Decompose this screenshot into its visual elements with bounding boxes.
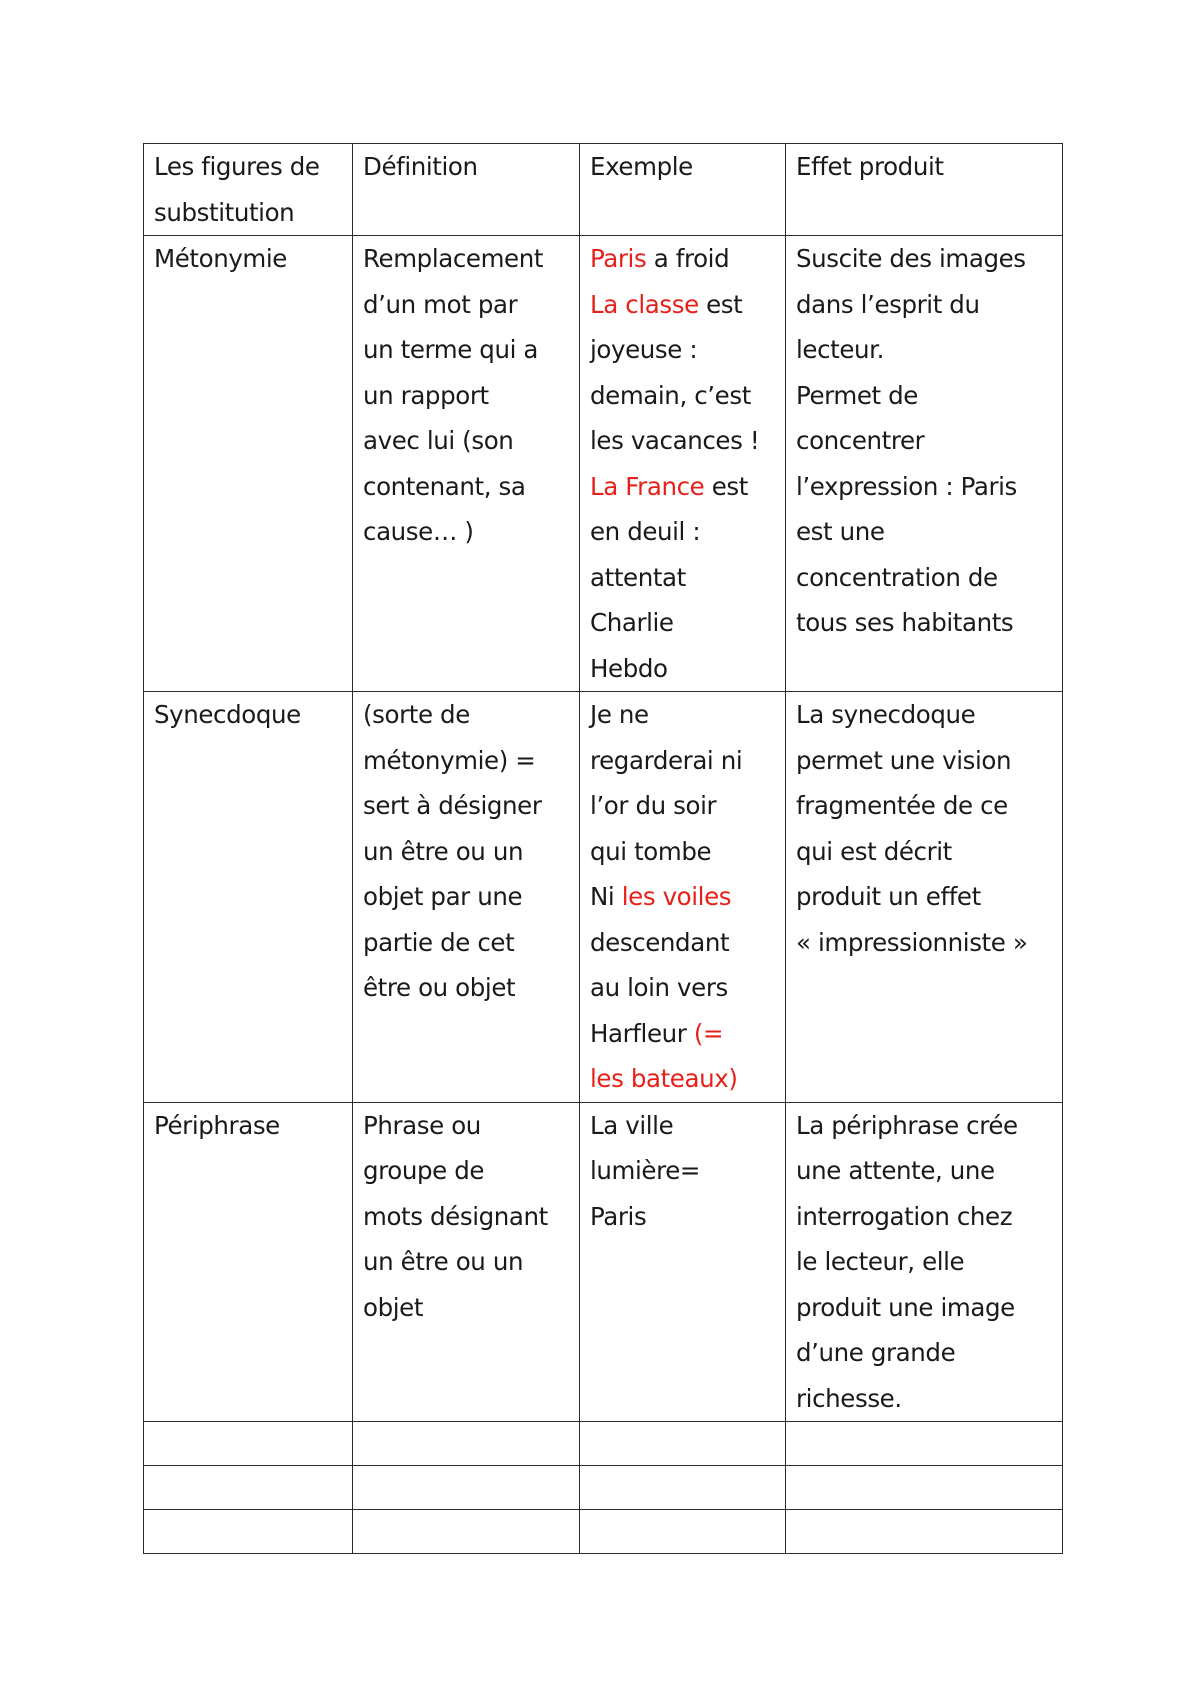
- example-line: [590, 282, 779, 328]
- example-text: est: [698, 289, 743, 319]
- effect-line: produit un effet: [796, 882, 981, 911]
- example-text: en deuil :: [590, 517, 701, 546]
- example-text: Harfleur: [590, 1018, 694, 1048]
- example-line: [590, 373, 779, 419]
- effect-line: lecteur.: [796, 335, 884, 364]
- effect-line: La synecdoque: [796, 700, 976, 729]
- definition-line: un être ou un: [363, 1247, 524, 1276]
- effect-line: « impressionniste »: [796, 927, 1028, 957]
- example-line: [590, 829, 779, 875]
- example-line: [590, 418, 779, 464]
- example-line: [590, 1011, 779, 1057]
- empty-cell[interactable]: [786, 1466, 1063, 1510]
- header-cell-example: [580, 144, 786, 236]
- definition-line: un terme qui a: [363, 335, 538, 364]
- effect-line: Permet de: [796, 380, 918, 410]
- example-text: Charlie: [590, 608, 674, 637]
- header-cell-figures: [144, 144, 353, 236]
- definition-line: métonymie) =: [363, 745, 536, 775]
- example-text: Je ne: [590, 700, 649, 729]
- definition-line: avec lui (son: [363, 426, 514, 455]
- effect-line: interrogation chez: [796, 1201, 1013, 1231]
- example-text: l’or du soir: [590, 791, 717, 820]
- header-effect-label: Effet produit: [796, 152, 944, 181]
- definition-line: groupe de: [363, 1156, 485, 1185]
- header-figures-line: Les figures de: [154, 152, 320, 181]
- header-row: [144, 144, 1063, 236]
- highlighted-term: La France: [590, 471, 705, 501]
- example-line: [590, 965, 779, 1011]
- definition-line: Remplacement: [363, 244, 544, 273]
- empty-cell[interactable]: [144, 1510, 353, 1554]
- empty-cell[interactable]: [580, 1510, 786, 1554]
- empty-cell[interactable]: [353, 1422, 580, 1466]
- definition-line: être ou objet: [363, 973, 516, 1002]
- empty-cell[interactable]: [144, 1422, 353, 1466]
- example-text: les vacances !: [590, 426, 760, 455]
- table-body: [144, 144, 1063, 1554]
- example-cell: [580, 236, 786, 692]
- example-line: [590, 236, 779, 282]
- example-text: Paris: [590, 1201, 647, 1231]
- figure-cell: [144, 692, 353, 1103]
- highlighted-term: (=: [693, 1018, 724, 1048]
- example-text: La ville: [590, 1110, 674, 1140]
- empty-cell[interactable]: [353, 1466, 580, 1510]
- definition-line: contenant, sa: [363, 471, 526, 501]
- example-cell: [580, 692, 786, 1103]
- table-row: [144, 1102, 1063, 1422]
- empty-cell[interactable]: [353, 1510, 580, 1554]
- highlighted-term: les bateaux): [590, 1064, 738, 1093]
- figure-name: Métonymie: [154, 244, 287, 273]
- figure-name: Synecdoque: [154, 700, 301, 729]
- definition-line: objet par une: [363, 882, 523, 911]
- table-row: [144, 692, 1063, 1103]
- example-line: [590, 1194, 779, 1240]
- effect-cell: [786, 236, 1063, 692]
- header-figures-line: substitution: [154, 197, 295, 227]
- effect-line: La périphrase crée: [796, 1110, 1018, 1140]
- example-line: [590, 692, 779, 738]
- definition-cell: [353, 692, 580, 1103]
- definition-line: mots désignant: [363, 1201, 548, 1231]
- highlighted-term: Paris: [590, 244, 647, 273]
- example-text: Hebdo: [590, 653, 668, 683]
- header-cell-effect: [786, 144, 1063, 236]
- example-text: regarderai ni: [590, 745, 743, 775]
- effect-line: dans l’esprit du: [796, 289, 980, 319]
- table-row: [144, 236, 1063, 692]
- figure-cell: [144, 236, 353, 692]
- header-example-label: Exemple: [590, 152, 693, 181]
- effect-line: est une: [796, 517, 885, 546]
- substitution-figures-table: [143, 143, 1063, 1554]
- example-line: [590, 600, 779, 646]
- effect-line: Suscite des images: [796, 244, 1026, 273]
- example-line: [590, 646, 779, 692]
- effect-line: concentration de: [796, 562, 998, 592]
- definition-line: un rapport: [363, 380, 489, 410]
- example-text: lumière=: [590, 1156, 701, 1185]
- empty-cell[interactable]: [144, 1466, 353, 1510]
- effect-line: produit une image: [796, 1292, 1015, 1322]
- example-line: [590, 1103, 779, 1149]
- example-line: [590, 464, 779, 510]
- header-definition-label: Définition: [363, 152, 478, 181]
- example-cell: [580, 1102, 786, 1422]
- effect-line: permet une vision: [796, 745, 1012, 775]
- definition-line: d’un mot par: [363, 289, 518, 319]
- effect-line: une attente, une: [796, 1156, 995, 1185]
- effect-line: richesse.: [796, 1383, 902, 1413]
- highlighted-term: les voiles: [621, 882, 732, 911]
- empty-cell[interactable]: [786, 1422, 1063, 1466]
- highlighted-term: La classe: [590, 289, 699, 319]
- definition-line: Phrase ou: [363, 1110, 481, 1140]
- effect-line: fragmentée de ce: [796, 791, 1008, 820]
- effect-line: le lecteur, elle: [796, 1247, 965, 1276]
- example-text: au loin vers: [590, 973, 728, 1002]
- effect-line: qui est décrit: [796, 836, 952, 866]
- effect-line: l’expression : Paris: [796, 471, 1017, 501]
- empty-cell[interactable]: [580, 1466, 786, 1510]
- example-line: [590, 874, 779, 920]
- header-cell-definition: [353, 144, 580, 236]
- example-text: joyeuse :: [590, 335, 698, 364]
- definition-line: (sorte de: [363, 700, 470, 729]
- definition-cell: [353, 236, 580, 692]
- definition-line: un être ou un: [363, 836, 524, 866]
- definition-cell: [353, 1102, 580, 1422]
- example-text: attentat: [590, 562, 686, 592]
- example-line: [590, 738, 779, 784]
- example-line: [590, 509, 779, 555]
- figure-name: Périphrase: [154, 1110, 280, 1140]
- empty-cell[interactable]: [786, 1510, 1063, 1554]
- example-line: [590, 783, 779, 829]
- definition-line: cause… ): [363, 517, 474, 546]
- empty-row: [144, 1422, 1063, 1466]
- effect-line: d’une grande: [796, 1338, 956, 1367]
- effect-line: tous ses habitants: [796, 608, 1014, 637]
- example-line: [590, 1148, 779, 1194]
- example-line: [590, 555, 779, 601]
- example-text: qui tombe: [590, 836, 712, 866]
- effect-cell: [786, 1102, 1063, 1422]
- example-text: demain, c’est: [590, 380, 751, 410]
- example-text: descendant: [590, 927, 730, 957]
- empty-cell[interactable]: [580, 1422, 786, 1466]
- definition-line: partie de cet: [363, 927, 515, 957]
- example-line: [590, 327, 779, 373]
- example-text: a froid: [646, 244, 730, 273]
- effect-line: concentrer: [796, 426, 925, 455]
- empty-row: [144, 1510, 1063, 1554]
- empty-row: [144, 1466, 1063, 1510]
- example-line: [590, 920, 779, 966]
- figure-cell: [144, 1102, 353, 1422]
- definition-line: sert à désigner: [363, 791, 542, 820]
- effect-cell: [786, 692, 1063, 1103]
- example-text: est: [704, 471, 748, 501]
- example-line: [590, 1056, 779, 1102]
- example-text: Ni: [590, 882, 622, 911]
- definition-line: objet: [363, 1292, 424, 1322]
